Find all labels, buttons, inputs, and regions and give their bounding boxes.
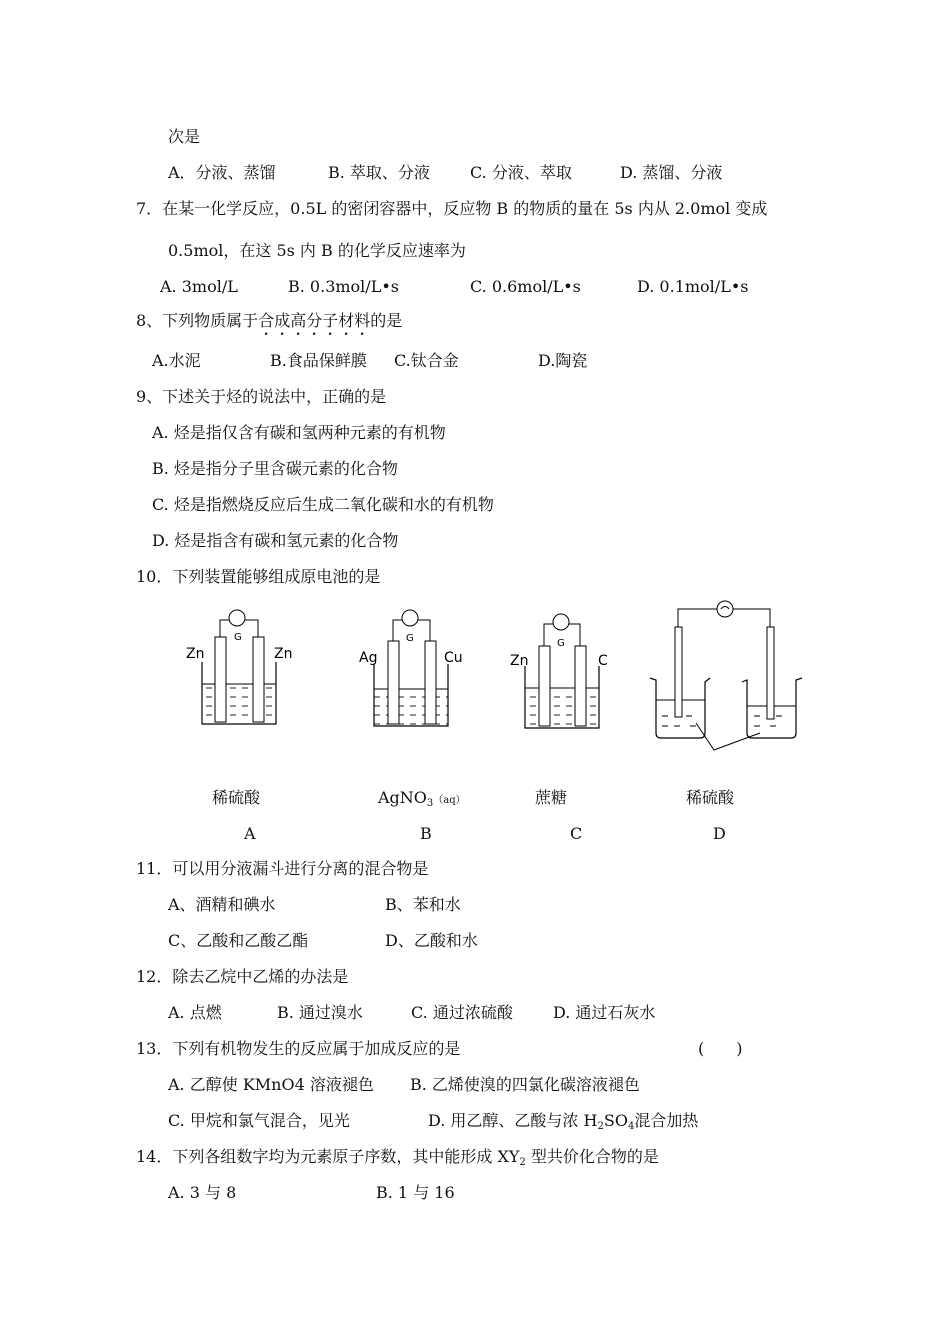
q13-d-pre: D. 用乙醇、乙酸与浓 H <box>428 1111 598 1130</box>
question-13: 13．下列有机物发生的反应属于加成反应的是 <box>136 1039 461 1058</box>
q8-option-d: D.陶瓷 <box>538 351 588 370</box>
solution-b-state: （aq） <box>433 795 466 806</box>
electrode-a-right-label: Zn <box>274 646 293 662</box>
q11-option-b: B、苯和水 <box>385 895 461 914</box>
q8-emphasis-text: 合成高分子材料 <box>258 311 371 330</box>
device-c <box>510 614 608 728</box>
q12-option-b: B. 通过溴水 <box>277 1003 363 1022</box>
q14-option-a: A. 3 与 8 <box>168 1183 237 1202</box>
device-letter-b: B <box>420 824 432 843</box>
solution-c-label: 蔗糖 <box>535 788 568 807</box>
question-7-line-2: 0.5mol，在这 5s 内 B 的化学反应速率为 <box>168 241 466 260</box>
q14-text-post: 型共价化合物的是 <box>525 1147 659 1166</box>
q14-text-pre: 14．下列各组数字均为元素原子序数，其中能形成 XY <box>136 1147 520 1166</box>
solution-a-label: 稀硫酸 <box>212 788 261 807</box>
q6-option-c: C. 分液、萃取 <box>470 163 572 182</box>
device-a <box>186 610 292 724</box>
q13-d-sub2: 4 <box>627 1121 635 1132</box>
question-8 <box>136 311 402 339</box>
q13-d-post: 混合加热 <box>634 1111 699 1130</box>
q9-option-d: D. 烃是指含有碳和氢元素的化合物 <box>152 531 399 550</box>
q11-option-c: C、乙酸和乙酸乙酯 <box>168 931 309 950</box>
q6-option-b: B. 萃取、分液 <box>328 163 430 182</box>
q9-option-a: A. 烃是指仅含有碳和氢两种元素的有机物 <box>152 423 446 442</box>
q13-option-d <box>428 1111 698 1137</box>
solution-b-main: AgNO <box>378 788 427 807</box>
device-letter-d: D <box>713 824 726 843</box>
q14-text-sub: 2 <box>519 1157 526 1168</box>
q6-option-a: A．分液、蒸馏 <box>168 163 276 182</box>
question-10: 10．下列装置能够组成原电池的是 <box>136 567 381 586</box>
q7-option-b: B. 0.3mol/L•s <box>288 277 399 296</box>
electrode-c-right-label: C <box>598 653 608 669</box>
electrode-a-left-label: Zn <box>186 646 205 662</box>
solution-b-sub: 3 <box>426 798 434 809</box>
device-d <box>650 601 802 750</box>
q8-option-a: A.水泥 <box>152 351 201 370</box>
meter-b-label: G <box>406 633 414 644</box>
q13-option-b: B. 乙烯使溴的四氯化碳溶液褪色 <box>410 1075 640 1094</box>
q7-option-a: A. 3mol/L <box>160 277 238 296</box>
meter-c-label: G <box>557 638 565 649</box>
q8-text-pre: 8、下列物质属于 <box>136 311 259 330</box>
q13-option-c: C. 甲烷和氯气混合，见光 <box>168 1111 350 1130</box>
q6-option-d: D. 蒸馏、分液 <box>620 163 723 182</box>
question-9: 9、下述关于烃的说法中，正确的是 <box>136 387 387 406</box>
electrode-b-left-label: Ag <box>359 650 378 666</box>
question-12: 12．除去乙烷中乙烯的办法是 <box>136 967 349 986</box>
q12-option-a: A. 点燃 <box>168 1003 222 1022</box>
device-letter-a: A <box>244 824 256 843</box>
question-7-line-1: 7．在某一化学反应，0.5L 的密闭容器中，反应物 B 的物质的量在 5s 内从 2.0mol 变成 <box>136 199 768 218</box>
meter-a-label: G <box>234 632 242 643</box>
q13-d-sub1: 2 <box>597 1121 604 1132</box>
device-letter-c: C <box>570 824 583 843</box>
q13-option-a: A. 乙醇使 KMnO4 溶液褪色 <box>168 1075 374 1094</box>
q8-text-post: 的是 <box>370 311 403 330</box>
q7-option-c: C. 0.6mol/L•s <box>470 277 581 296</box>
question-11: 11．可以用分液漏斗进行分离的混合物是 <box>136 859 429 878</box>
q13-answer-bracket: ( ) <box>698 1039 743 1058</box>
solution-d-label: 稀硫酸 <box>686 788 735 807</box>
question-14 <box>136 1147 659 1173</box>
q9-option-c: C. 烃是指燃烧反应后生成二氧化碳和水的有机物 <box>152 495 494 514</box>
q8-option-c: C.钛合金 <box>394 351 459 370</box>
q12-option-d: D. 通过石灰水 <box>553 1003 656 1022</box>
device-b <box>359 610 463 726</box>
q14-option-b: B. 1 与 16 <box>376 1183 455 1202</box>
q11-option-d: D、乙酸和水 <box>385 931 478 950</box>
q12-option-c: C. 通过浓硫酸 <box>411 1003 513 1022</box>
q9-option-b: B. 烃是指分子里含碳元素的化合物 <box>152 459 398 478</box>
solution-b-label <box>378 788 466 814</box>
electrode-c-left-label: Zn <box>510 653 529 669</box>
q11-option-a: A、酒精和碘水 <box>168 895 276 914</box>
q13-d-mid: SO <box>603 1111 628 1130</box>
question-6-tail: 次是 <box>168 127 201 146</box>
q7-option-d: D. 0.1mol/L•s <box>637 277 749 296</box>
electrode-b-right-label: Cu <box>444 650 463 666</box>
q8-option-b: B.食品保鲜膜 <box>270 351 367 370</box>
battery-diagrams <box>0 595 950 765</box>
